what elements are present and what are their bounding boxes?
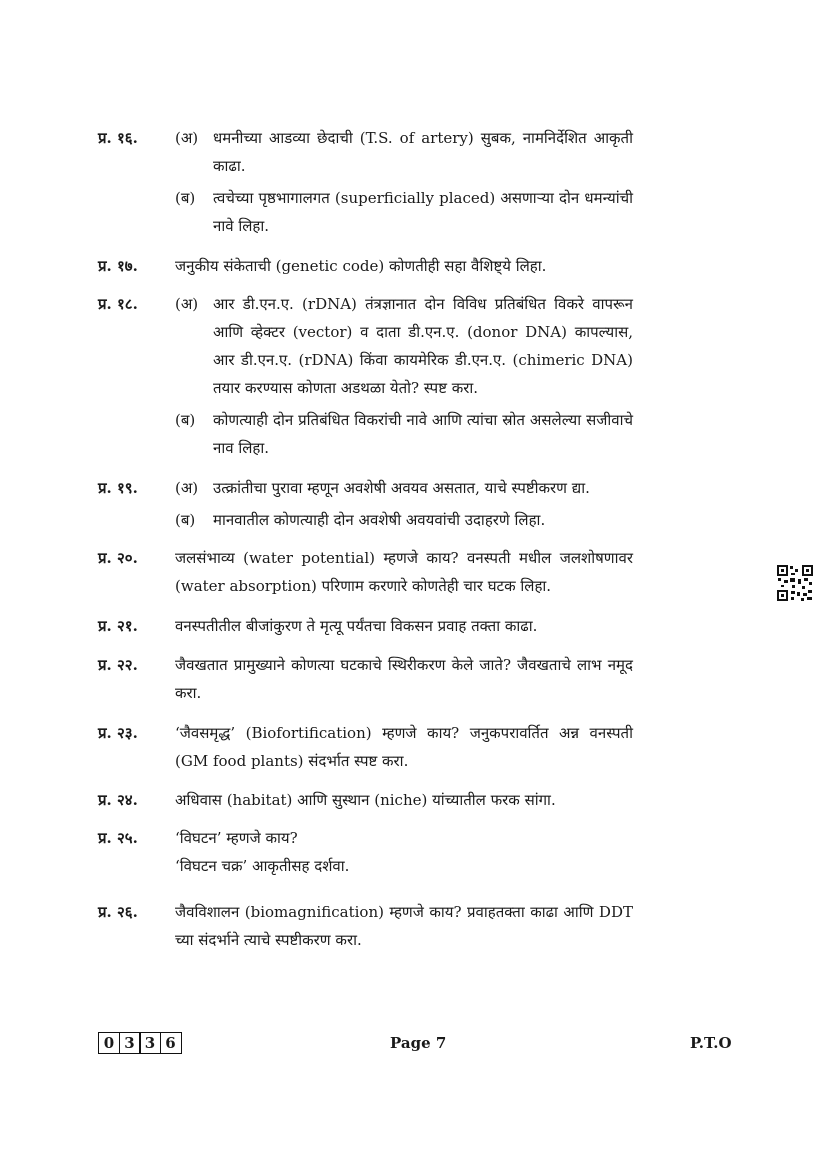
sub-text: त्वचेच्या पृष्ठभागालगत (superficially placed) असणाऱ्या दोन धमन्यांची नावे लिहा.: [213, 189, 633, 235]
sub-label: (अ): [175, 479, 199, 497]
question-number: प्र. १६.: [98, 129, 138, 147]
sub-question-b: [175, 406, 633, 462]
question-text: अधिवास (habitat) आणि सुस्थान (niche) यांच्यातील फरक सांगा.: [175, 791, 556, 809]
paper-code-digit: 3: [139, 1032, 161, 1054]
question-number: प्र. १८.: [98, 295, 138, 313]
sub-text: धमनीच्या आडव्या छेदाची (T.S. of artery) सुबक, नामनिर्देशित आकृती काढा.: [213, 129, 633, 175]
question-number: प्र. २५.: [98, 829, 138, 847]
question-text: जनुकीय संकेताची (genetic code) कोणतीही सहा वैशिष्ट्ये लिहा.: [175, 257, 547, 275]
question-number: प्र. २६.: [98, 903, 138, 921]
question-number: प्र. १९.: [98, 479, 138, 497]
paper-code-digit: 3: [119, 1032, 141, 1054]
question-text: जैवविशालन (biomagnification) म्हणजे काय? प्रवाहतक्ता काढा आणि DDT च्या संदर्भाने त्याचे स्पष्टीकरण करा.: [175, 903, 633, 949]
sub-label: (ब): [175, 511, 196, 529]
sub-question-a: [175, 290, 633, 402]
question-text: ‘जैवसमृद्ध’ (Biofortification) म्हणजे काय? जनुकपरावर्तित अन्न वनस्पती (GM food plants) संदर्भात स्पष्ट करा.: [175, 724, 633, 770]
question-text: जैवखतात प्रामुख्याने कोणत्या घटकाचे स्थिरीकरण केले जाते? जैवखताचे लाभ नमूद करा.: [175, 656, 633, 702]
sub-text: आर डी.एन.ए. (rDNA) तंत्रज्ञानात दोन विविध प्रतिबंधित विकरे वापरून आणि व्हेक्टर (vector) व दाता डी.एन.ए. (donor DNA) कापल्यास, आर डी.एन.ए. (rDNA) किंवा कायमेरिक डी.एन.ए. (chimeric DNA) तयार करण्यास कोणता अडथळा येतो? स्पष्ट करा.: [213, 295, 633, 397]
qr-code-icon: [776, 564, 814, 602]
page-number: Page 7: [390, 1034, 447, 1052]
question-text: जलसंभाव्य (water potential) म्हणजे काय? वनस्पती मधील जलशोषणावर (water absorption) परिणाम करणारे कोणतेही चार घटक लिहा.: [175, 549, 633, 595]
question-number: प्र. २४.: [98, 791, 138, 809]
sub-label: (ब): [175, 411, 196, 429]
sub-text: उत्क्रांतीचा पुरावा म्हणून अवशेषी अवयव असतात, याचे स्पष्टीकरण द्या.: [213, 479, 590, 497]
question-16: [98, 124, 638, 236]
question-text: वनस्पतीतील बीजांकुरण ते मृत्यू पर्यंतचा विकसन प्रवाह तक्ता काढा.: [175, 617, 538, 635]
paper-code-box: [98, 1032, 180, 1054]
sub-question-a: [175, 474, 633, 502]
sub-label: (अ): [175, 129, 199, 147]
question-number: प्र. २२.: [98, 656, 138, 674]
paper-code-digit: 0: [98, 1032, 120, 1054]
question-text-line-2: ‘विघटन चक्र’ आकृतीसह दर्शवा.: [175, 857, 350, 875]
question-number: प्र. २३.: [98, 724, 138, 742]
question-text-line-1: ‘विघटन’ म्हणजे काय?: [175, 829, 298, 847]
pto-label: P.T.O: [690, 1034, 732, 1052]
sub-label: (ब): [175, 189, 196, 207]
question-number: प्र. २०.: [98, 549, 138, 567]
sub-question-a: [175, 124, 633, 180]
question-number: प्र. २१.: [98, 617, 138, 635]
sub-text: कोणत्याही दोन प्रतिबंधित विकरांची नावे आणि त्यांचा स्रोत असलेल्या सजीवाचे नाव लिहा.: [213, 411, 633, 457]
sub-question-b: [175, 506, 633, 534]
sub-label: (अ): [175, 295, 199, 313]
question-number: प्र. १७.: [98, 257, 138, 275]
sub-text: मानवातील कोणत्याही दोन अवशेषी अवयवांची उदाहरणे लिहा.: [213, 511, 546, 529]
sub-question-b: [175, 184, 633, 240]
paper-code-digit: 6: [160, 1032, 182, 1054]
